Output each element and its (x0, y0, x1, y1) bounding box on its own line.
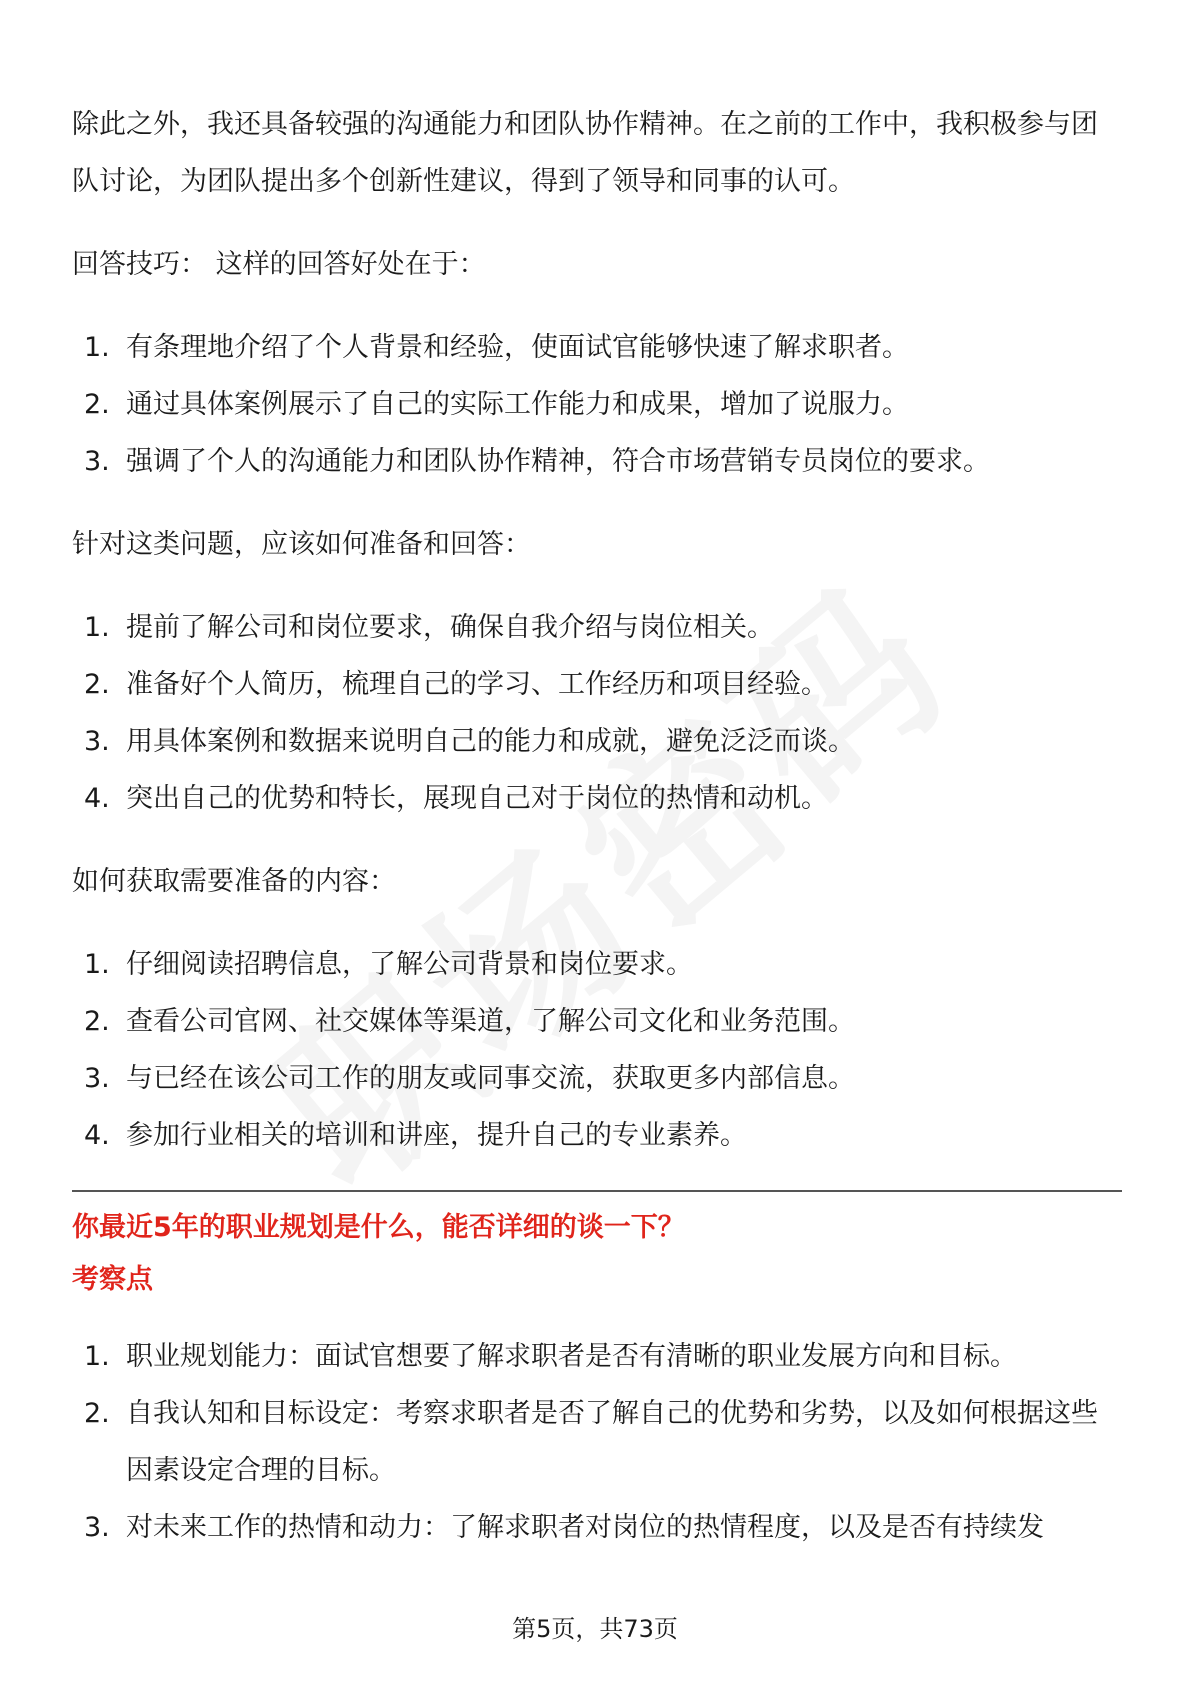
list-item: 2. 准备好个人简历，梳理自己的学习、工作经历和项目经验。 (84, 669, 828, 700)
list-item: 4. 突出自己的优势和特长，展现自己对于岗位的热情和动机。 (84, 783, 828, 814)
list-item-text: 用具体案例和数据来说明自己的能力和成就，避免泛泛而谈。 (126, 726, 855, 757)
list-item-text: 对未来工作的热情和动力：了解求职者对岗位的热情程度，以及是否有持续发 (126, 1512, 1044, 1543)
question-subheading: 考察点 (72, 1264, 153, 1295)
list-item-text: 参加行业相关的培训和讲座，提升自己的专业素养。 (126, 1120, 747, 1151)
list-item-text: 准备好个人简历，梳理自己的学习、工作经历和项目经验。 (126, 669, 828, 700)
list-item-text: 有条理地介绍了个人背景和经验，使面试官能够快速了解求职者。 (126, 332, 909, 363)
list-item-text: 仔细阅读招聘信息，了解公司背景和岗位要求。 (126, 949, 693, 980)
list-item-text: 强调了个人的沟通能力和团队协作精神，符合市场营销专员岗位的要求。 (126, 446, 990, 477)
page-content (72, 96, 1122, 1582)
list-item: 3. 用具体案例和数据来说明自己的能力和成就，避免泛泛而谈。 (84, 726, 855, 757)
section-divider (72, 1190, 1122, 1192)
list-item: 1. 有条理地介绍了个人背景和经验，使面试官能够快速了解求职者。 (84, 332, 909, 363)
list-item: 1. 职业规划能力：面试官想要了解求职者是否有清晰的职业发展方向和目标。 (84, 1341, 1017, 1372)
list-item: 2. 通过具体案例展示了自己的实际工作能力和成果，增加了说服力。 (84, 389, 909, 420)
prepare-list (72, 599, 1122, 827)
list-item: 3. 强调了个人的沟通能力和团队协作精神，符合市场营销专员岗位的要求。 (84, 446, 990, 477)
list-item-text: 提前了解公司和岗位要求，确保自我介绍与岗位相关。 (126, 612, 774, 643)
list-item: 1. 仔细阅读招聘信息，了解公司背景和岗位要求。 (84, 949, 693, 980)
list-item: 2. 自我认知和目标设定：考察求职者是否了解自己的优势和劣势，以及如何根据这些因素设定合理的目标。 (84, 1398, 1098, 1486)
prepare-heading: 针对这类问题，应该如何准备和回答： (72, 529, 531, 560)
list-item-text: 突出自己的优势和特长，展现自己对于岗位的热情和动机。 (126, 783, 828, 814)
list-item: 4. 参加行业相关的培训和讲座，提升自己的专业素养。 (84, 1120, 747, 1151)
tips-heading: 回答技巧： 这样的回答好处在于： (72, 249, 486, 280)
list-item: 3. 对未来工作的热情和动力：了解求职者对岗位的热情程度，以及是否有持续发 (84, 1512, 1044, 1543)
list-item: 3. 与已经在该公司工作的朋友或同事交流，获取更多内部信息。 (84, 1063, 855, 1094)
intro-paragraph: 除此之外，我还具备较强的沟通能力和团队协作精神。在之前的工作中，我积极参与团队讨论，为团队提出多个创新性建议，得到了领导和同事的认可。 (72, 109, 1098, 197)
page-footer: 第5页，共73页 (512, 1615, 678, 1643)
obtain-heading: 如何获取需要准备的内容： (72, 866, 396, 897)
question-points-list (72, 1328, 1122, 1556)
tips-list (72, 319, 1122, 490)
obtain-list (72, 936, 1122, 1164)
list-item: 2. 查看公司官网、社交媒体等渠道，了解公司文化和业务范围。 (84, 1006, 855, 1037)
list-item-text: 自我认知和目标设定：考察求职者是否了解自己的优势和劣势，以及如何根据这些因素设定合理的目标。 (126, 1398, 1098, 1486)
list-item: 1. 提前了解公司和岗位要求，确保自我介绍与岗位相关。 (84, 612, 774, 643)
question-title: 你最近5年的职业规划是什么，能否详细的谈一下？ (72, 1212, 685, 1243)
list-item-text: 职业规划能力：面试官想要了解求职者是否有清晰的职业发展方向和目标。 (126, 1341, 1017, 1372)
list-item-text: 与已经在该公司工作的朋友或同事交流，获取更多内部信息。 (126, 1063, 855, 1094)
list-item-text: 查看公司官网、社交媒体等渠道，了解公司文化和业务范围。 (126, 1006, 855, 1037)
list-item-text: 通过具体案例展示了自己的实际工作能力和成果，增加了说服力。 (126, 389, 909, 420)
